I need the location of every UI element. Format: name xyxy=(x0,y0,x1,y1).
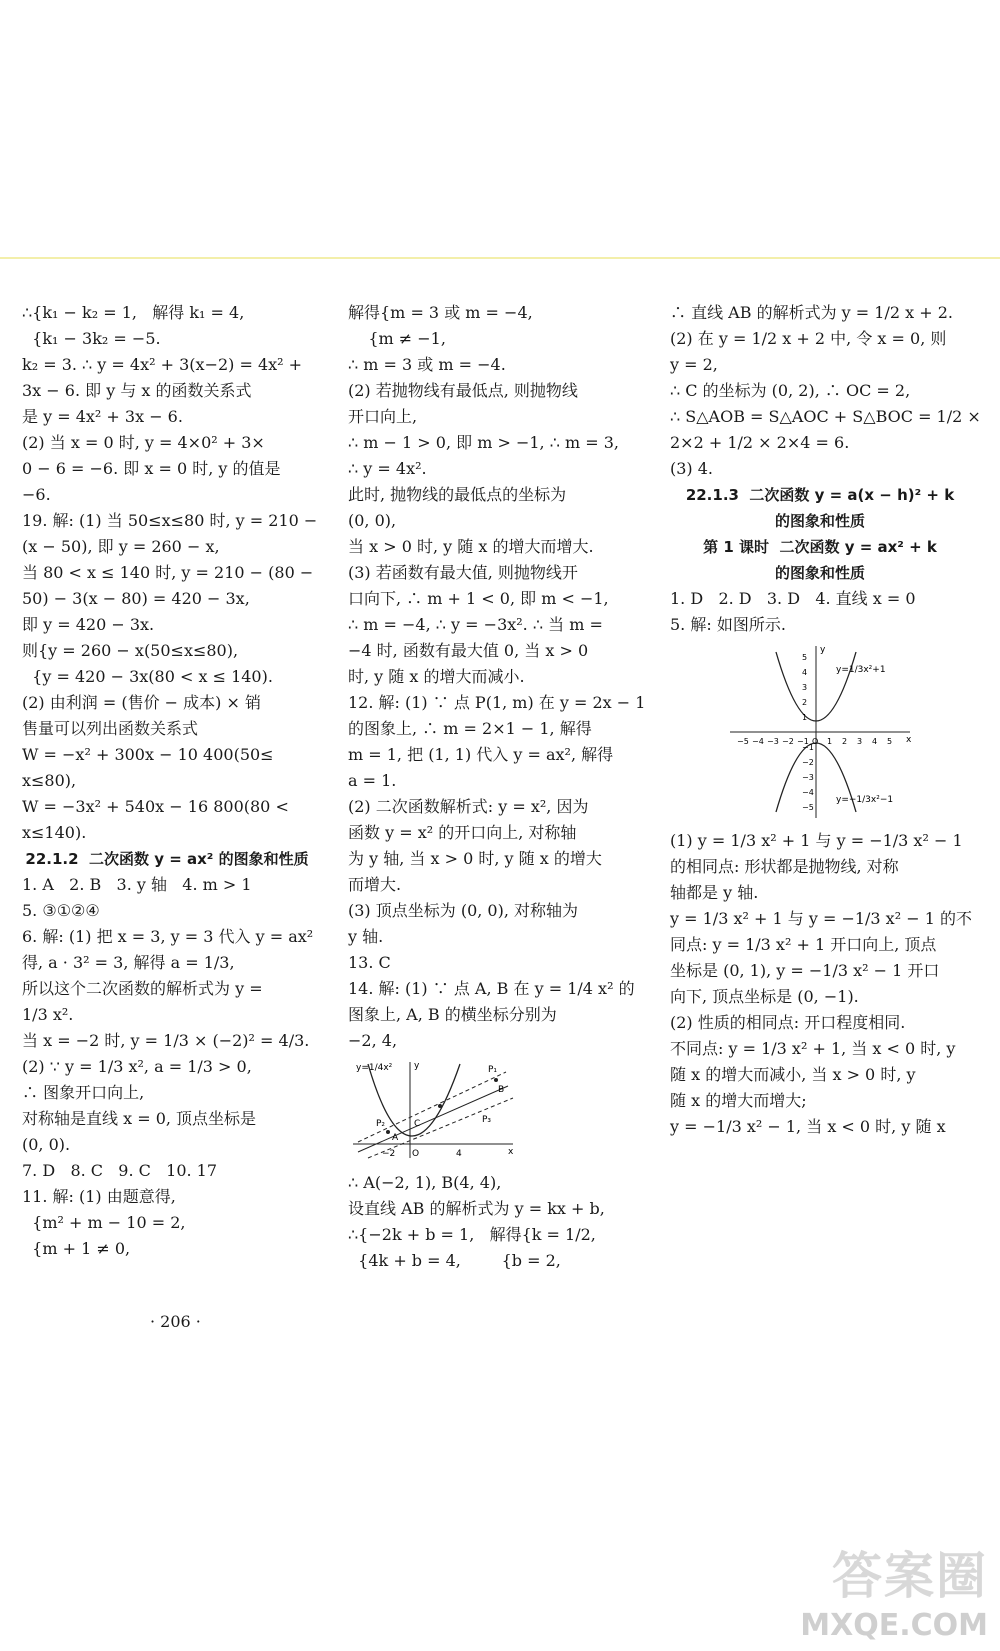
text-line: 11. 解: (1) 由题意得, xyxy=(22,1187,176,1206)
text-line: a = 1. xyxy=(348,771,397,790)
text-line: 第 1 课时 二次函数 y = ax² + k xyxy=(703,538,937,556)
text-line: {m + 1 ≠ 0, xyxy=(22,1239,131,1258)
fig2-x-tick: 2 xyxy=(842,737,848,746)
text-line: (x − 50), 即 y = 260 − x, xyxy=(22,537,220,556)
text-line: 即 y = 420 − 3x. xyxy=(22,615,155,634)
text-line: {k₁ − 3k₂ = −5. xyxy=(22,329,161,348)
text-line: (2) ∵ y = 1/3 x², a = 1/3 > 0, xyxy=(22,1057,252,1076)
text-line: 此时, 抛物线的最低点的坐标为 xyxy=(348,485,567,504)
fig2-lower-label: y=−1/3x²−1 xyxy=(836,795,894,805)
text-line: ∴ 图象开口向上, xyxy=(22,1083,145,1102)
fig1-label: x xyxy=(508,1147,514,1157)
text-line: 随 x 的增大而增大; xyxy=(670,1091,807,1110)
fig2-x-tick: 1 xyxy=(827,737,833,746)
text-line: (0, 0), xyxy=(348,511,397,530)
text-line: 函数 y = x² 的开口向上, 对称轴 xyxy=(348,823,577,842)
text-line: 为 y 轴, 当 x > 0 时, y 随 x 的增大 xyxy=(348,849,602,868)
fig2-x-tick: 3 xyxy=(857,737,863,746)
text-line: 0 − 6 = −6. 即 x = 0 时, y 的值是 xyxy=(22,459,281,478)
text-line: 当 x > 0 时, y 随 x 的增大而增大. xyxy=(348,537,594,556)
text-line: (2) 二次函数解析式: y = x², 因为 xyxy=(348,797,589,816)
fig2-x-tick: −1 xyxy=(797,737,809,746)
fig1-label: O xyxy=(412,1149,420,1159)
fig2-x-tick: O xyxy=(812,737,819,746)
text-line: 5. 解: 如图所示. xyxy=(670,615,786,634)
text-line: 对称轴是直线 x = 0, 顶点坐标是 xyxy=(22,1109,257,1128)
text-line: 3x − 6. 即 y 与 x 的函数关系式 xyxy=(22,381,252,400)
text-line: y 轴. xyxy=(348,927,384,946)
fig2-y-tick: −2 xyxy=(802,758,814,767)
text-line: (2) 性质的相同点: 开口程度相同. xyxy=(670,1013,906,1032)
text-line: ∴ m − 1 > 0, 即 m > −1, ∴ m = 3, xyxy=(348,433,620,452)
column-middle xyxy=(348,300,646,1274)
text-line: 设直线 AB 的解析式为 y = kx + b, xyxy=(348,1199,605,1218)
text-line: ∴ C 的坐标为 (0, 2), ∴ OC = 2, xyxy=(670,381,911,400)
text-line: 口向下, ∴ m + 1 < 0, 即 m < −1, xyxy=(348,589,609,608)
text-line: 解得{m = 3 或 m = −4, xyxy=(348,303,533,322)
text-line: (3) 若函数有最大值, 则抛物线开 xyxy=(348,563,578,582)
text-line: 所以这个二次函数的解析式为 y = xyxy=(22,979,263,998)
text-line: 得, a · 3² = 3, 解得 a = 1/3, xyxy=(22,953,235,972)
text-line: (0, 0). xyxy=(22,1135,71,1154)
figure-parabola-quarter xyxy=(348,1058,518,1164)
text-line: 是 y = 4x² + 3x − 6. xyxy=(22,407,183,426)
text-line: (3) 顶点坐标为 (0, 0), 对称轴为 xyxy=(348,901,579,920)
text-line: ∴ m = 3 或 m = −4. xyxy=(348,355,506,374)
text-line: y = 1/3 x² + 1 与 y = −1/3 x² − 1 的不 xyxy=(670,909,972,928)
fig2-y-tick: 3 xyxy=(802,683,808,692)
text-line: y = −1/3 x² − 1, 当 x < 0 时, y 随 x xyxy=(670,1117,946,1136)
text-line: {m ≠ −1, xyxy=(348,329,446,348)
fig2-y-tick: −4 xyxy=(802,788,814,797)
fig2-y-tick: 1 xyxy=(802,713,808,722)
text-line: 5. ③①②④ xyxy=(22,901,100,920)
text-line: y = 2, xyxy=(670,355,718,374)
fig2-y-label: y xyxy=(820,645,826,655)
text-line: 1. D 2. D 3. D 4. 直线 x = 0 xyxy=(670,589,916,608)
fig1-label: 4 xyxy=(456,1149,462,1159)
text-line: 12. 解: (1) ∵ 点 P(1, m) 在 y = 2x − 1 xyxy=(348,693,646,712)
text-line: 14. 解: (1) ∵ 点 A, B 在 y = 1/4 x² 的 xyxy=(348,979,635,998)
text-line: ∴ A(−2, 1), B(4, 4), xyxy=(348,1173,502,1192)
text-line: 13. C xyxy=(348,953,391,972)
fig1-label: −2 xyxy=(382,1149,396,1159)
text-line: ∴ 直线 AB 的解析式为 y = 1/2 x + 2. xyxy=(670,303,953,322)
fig2-x-tick: −4 xyxy=(752,737,764,746)
text-line: {m² + m − 10 = 2, xyxy=(22,1213,186,1232)
fig1-label: P₂ xyxy=(376,1119,386,1129)
fig2-x-tick: 5 xyxy=(887,737,893,746)
text-line: −2, 4, xyxy=(348,1031,398,1050)
fig1-label: P₁ xyxy=(488,1065,498,1075)
text-line: 坐标是 (0, 1), y = −1/3 x² − 1 开口 xyxy=(670,961,940,980)
text-line: m = 1, 把 (1, 1) 代入 y = ax², 解得 xyxy=(348,745,614,764)
text-line: 则{y = 260 − x(50≤x≤80), xyxy=(22,641,239,660)
figure-two-parabolas xyxy=(720,642,920,822)
fig1-label: A xyxy=(392,1133,399,1143)
text-line: W = −3x² + 540x − 16 800(80 < xyxy=(22,797,289,816)
text-line: (3) 4. xyxy=(670,459,714,478)
text-line: 的图象和性质 xyxy=(774,512,865,530)
text-line: 19. 解: (1) 当 50≤x≤80 时, y = 210 − xyxy=(22,511,318,530)
text-line: −6. xyxy=(22,485,51,504)
fig2-x-tick: −2 xyxy=(782,737,794,746)
fig2-y-tick: 4 xyxy=(802,668,808,677)
text-line: x≤140). xyxy=(22,823,87,842)
text-line: 的图象和性质 xyxy=(774,564,865,582)
text-line: W = −x² + 300x − 10 400(50≤ xyxy=(22,745,274,764)
fig2-x-tick: −5 xyxy=(737,737,749,746)
fig2-x-tick: 4 xyxy=(872,737,878,746)
text-line: 售量可以列出函数关系式 xyxy=(22,719,199,738)
text-line: (2) 当 x = 0 时, y = 4×0² + 3× xyxy=(22,433,265,452)
text-line: ∴ y = 4x². xyxy=(348,459,427,478)
fig2-y-tick: −3 xyxy=(802,773,814,782)
text-line: {4k + b = 4, {b = 2, xyxy=(348,1251,561,1270)
fig1-curve-label: y=1/4x² xyxy=(356,1063,393,1073)
text-line: ∴{k₁ − k₂ = 1, 解得 k₁ = 4, xyxy=(22,303,245,322)
text-line: 6. 解: (1) 把 x = 3, y = 3 代入 y = ax² xyxy=(22,927,314,946)
fig1-label: P₃ xyxy=(482,1115,492,1125)
column-right xyxy=(670,300,981,1140)
text-line: 图象上, A, B 的横坐标分别为 xyxy=(348,1005,557,1024)
text-line: −4 时, 函数有最大值 0, 当 x > 0 xyxy=(348,641,589,660)
watermark xyxy=(800,1536,988,1643)
watermark-domain: MXQE.COM xyxy=(800,1608,988,1643)
fig2-y-tick: −5 xyxy=(802,803,814,812)
text-line: 而增大. xyxy=(348,875,402,894)
fig1-label: B xyxy=(498,1085,505,1095)
text-line: ∴{−2k + b = 1, 解得{k = 1/2, xyxy=(348,1225,596,1244)
text-line: {y = 420 − 3x(80 < x ≤ 140). xyxy=(22,667,273,686)
text-line: 不同点: y = 1/3 x² + 1, 当 x < 0 时, y xyxy=(670,1039,956,1058)
fig2-x-label: x xyxy=(906,735,912,745)
text-line: 50) − 3(x − 80) = 420 − 3x, xyxy=(22,589,250,608)
text-line: (2) 在 y = 1/2 x + 2 中, 令 x = 0, 则 xyxy=(670,329,947,348)
fig2-upper-label: y=1/3x²+1 xyxy=(836,665,886,675)
text-line: k₂ = 3. ∴ y = 4x² + 3(x−2) = 4x² + xyxy=(22,355,303,374)
text-line: ∴ m = −4, ∴ y = −3x². ∴ 当 m = xyxy=(348,615,603,634)
text-line: 1. A 2. B 3. y 轴 4. m > 1 xyxy=(22,875,252,894)
text-line: 22.1.2 二次函数 y = ax² 的图象和性质 xyxy=(25,850,309,868)
fig2-y-tick: 2 xyxy=(802,698,808,707)
fig2-y-tick: −1 xyxy=(802,743,814,752)
text-line: 时, y 随 x 的增大而减小. xyxy=(348,667,525,686)
text-line: ∴ S△AOB = S△AOC + S△BOC = 1/2 × xyxy=(670,407,981,426)
text-line: (2) 若抛物线有最低点, 则抛物线 xyxy=(348,381,578,400)
page-number: · 206 · xyxy=(150,1312,201,1331)
fig2-x-tick: −3 xyxy=(767,737,779,746)
column-left xyxy=(22,300,318,1262)
text-line: 开口向上, xyxy=(348,407,418,426)
fig2-y-tick: 5 xyxy=(802,653,808,662)
text-line: 的相同点: 形状都是抛物线, 对称 xyxy=(670,857,899,876)
text-line: 轴都是 y 轴. xyxy=(670,883,759,902)
text-line: 1/3 x². xyxy=(22,1005,74,1024)
text-line: 7. D 8. C 9. C 10. 17 xyxy=(22,1161,218,1180)
text-line: 向下, 顶点坐标是 (0, −1). xyxy=(670,987,859,1006)
watermark-logo: 答案圈 xyxy=(832,1547,988,1605)
text-line: 22.1.3 二次函数 y = a(x − h)² + k xyxy=(685,486,955,504)
text-line: x≤80), xyxy=(22,771,77,790)
yellow-divider xyxy=(0,257,1000,259)
text-line: 同点: y = 1/3 x² + 1 开口向上, 顶点 xyxy=(670,935,937,954)
text-line: 2×2 + 1/2 × 2×4 = 6. xyxy=(670,433,850,452)
text-line: 的图象上, ∴ m = 2×1 − 1, 解得 xyxy=(348,719,592,738)
text-line: 当 x = −2 时, y = 1/3 × (−2)² = 4/3. xyxy=(22,1031,310,1050)
text-line: (2) 由利润 = (售价 − 成本) × 销 xyxy=(22,693,261,712)
text-line: (1) y = 1/3 x² + 1 与 y = −1/3 x² − 1 xyxy=(670,831,963,850)
fig1-label: C xyxy=(414,1119,421,1129)
fig1-label: y xyxy=(414,1061,420,1071)
text-line: 随 x 的增大而减小, 当 x > 0 时, y xyxy=(670,1065,916,1084)
text-line: 当 80 < x ≤ 140 时, y = 210 − (80 − xyxy=(22,563,314,582)
